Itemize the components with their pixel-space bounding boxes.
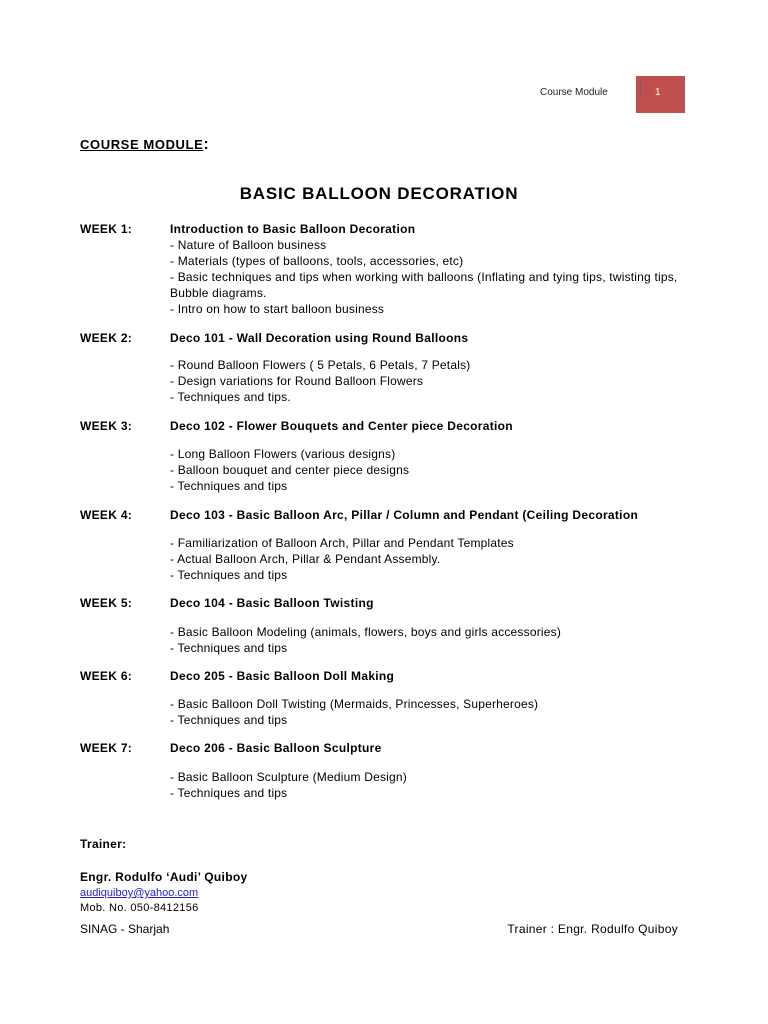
course-module-heading (80, 136, 209, 154)
week-6-items (170, 696, 690, 728)
week-4-title: Deco 103 - Basic Balloon Arc, Pillar / Column and Pendant (Ceiling Decoration (170, 508, 639, 522)
week-3-title: Deco 102 - Flower Bouquets and Center piece Decoration (170, 419, 513, 433)
week-5-label: WEEK 5: (80, 596, 133, 610)
footer-organization: SINAG - Sharjah (80, 922, 170, 936)
week-5-items (170, 624, 690, 656)
list-item: - Materials (types of balloons, tools, accessories, etc) (170, 254, 464, 268)
list-item: - Techniques and tips (170, 786, 288, 800)
week-1-items (170, 237, 690, 317)
week-3-label: WEEK 3: (80, 419, 133, 433)
list-item: - Balloon bouquet and center piece designs (170, 463, 410, 477)
document-title: BASIC BALLOON DECORATION (239, 184, 519, 203)
week-7-items (170, 769, 690, 801)
list-item: - Techniques and tips (170, 641, 288, 655)
week-3-items (170, 446, 690, 494)
header-divider (640, 82, 641, 99)
list-item: - Basic Balloon Modeling (animals, flowers, boys and girls accessories) (170, 625, 562, 639)
week-7-label: WEEK 7: (80, 741, 133, 755)
week-2-label: WEEK 2: (80, 331, 133, 345)
trainer-label: Trainer: (80, 837, 127, 851)
footer-trainer: Trainer : Engr. Rodulfo Quiboy (507, 922, 678, 936)
list-item: - Nature of Balloon business (170, 238, 327, 252)
list-item: - Familiarization of Balloon Arch, Pillar and Pendant Templates (170, 536, 514, 550)
list-item: - Basic Balloon Sculpture (Medium Design) (170, 770, 407, 784)
course-module-colon: : (203, 136, 210, 153)
list-item: - Basic Balloon Doll Twisting (Mermaids, Princesses, Superheroes) (170, 697, 539, 711)
week-6-title: Deco 205 - Basic Balloon Doll Making (170, 669, 395, 683)
list-item: - Intro on how to start balloon business (170, 302, 385, 316)
week-2-title: Deco 101 - Wall Decoration using Round Balloons (170, 331, 469, 345)
trainer-email-link[interactable]: audiquiboy@yahoo.com (80, 887, 199, 899)
week-4-items (170, 535, 690, 583)
week-1-label: WEEK 1: (80, 222, 133, 236)
list-item: - Round Balloon Flowers ( 5 Petals, 6 Petals, 7 Petals) (170, 358, 471, 372)
week-5-title: Deco 104 - Basic Balloon Twisting (170, 596, 374, 610)
list-item: - Techniques and tips. (170, 390, 291, 404)
list-item: - Actual Balloon Arch, Pillar & Pendant Assembly. (170, 552, 441, 566)
week-2-items (170, 357, 690, 405)
trainer-name: Engr. Rodulfo ‘Audi’ Quiboy (80, 870, 248, 884)
page-number: 1 (655, 87, 661, 98)
week-7-title: Deco 206 - Basic Balloon Sculpture (170, 741, 382, 755)
list-item: - Techniques and tips (170, 479, 288, 493)
list-item: - Techniques and tips (170, 713, 288, 727)
list-item: - Basic techniques and tips when working with balloons (Inflating and tying tips, twisting tips, Bubble diagrams. (170, 270, 678, 300)
list-item: - Techniques and tips (170, 568, 288, 582)
trainer-mobile: Mob. No. 050-8412156 (80, 902, 199, 914)
week-4-label: WEEK 4: (80, 508, 133, 522)
list-item: - Design variations for Round Balloon Flowers (170, 374, 424, 388)
list-item: - Long Balloon Flowers (various designs) (170, 447, 396, 461)
course-module-text: COURSE MODULE (80, 137, 204, 152)
week-1-title: Introduction to Basic Balloon Decoration (170, 222, 416, 236)
header-label: Course Module (540, 87, 608, 98)
week-6-label: WEEK 6: (80, 669, 133, 683)
